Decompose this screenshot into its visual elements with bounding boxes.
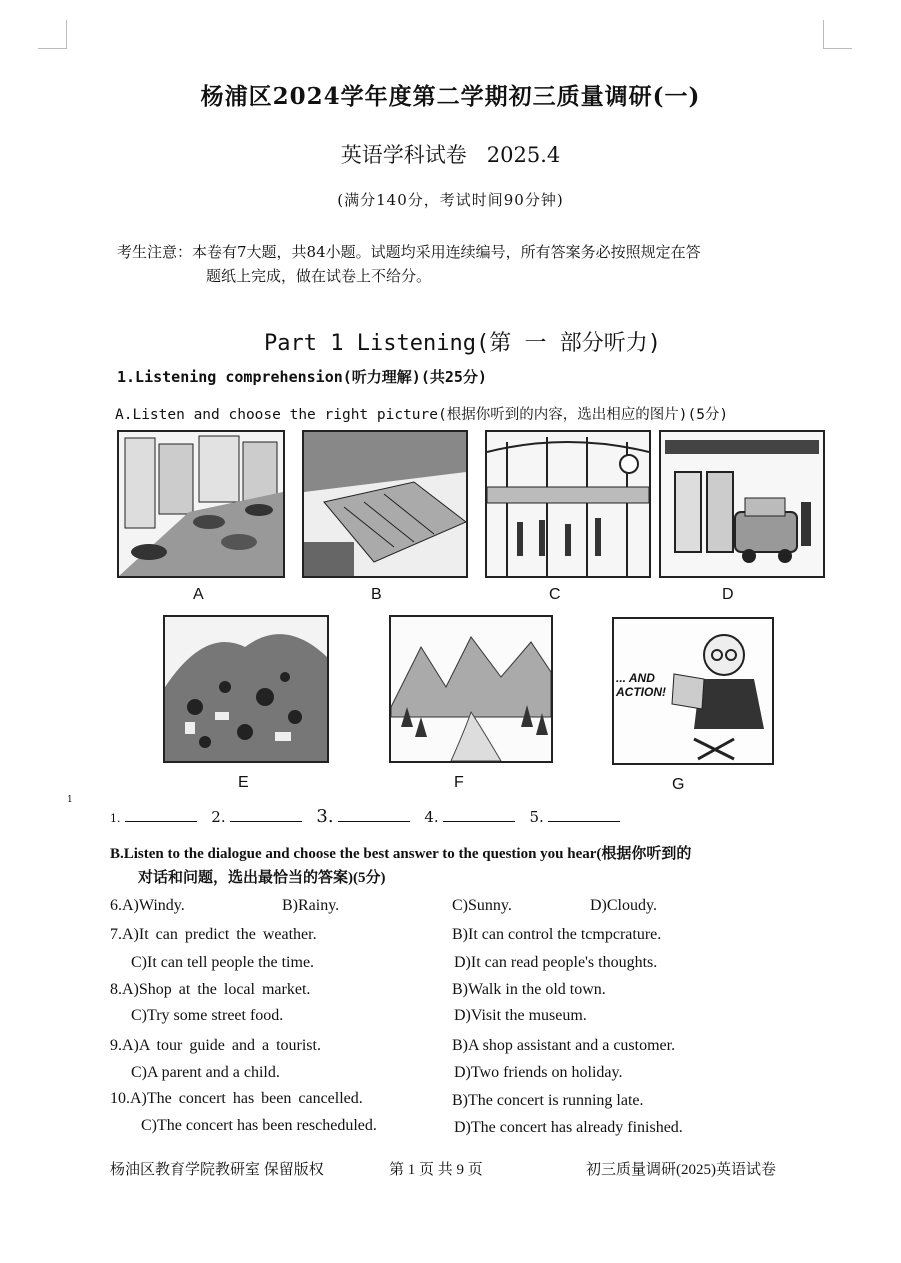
picture-g-film-director [612, 617, 774, 765]
picture-f-mountain-river [389, 615, 553, 763]
footer-exam-name: 初三质量调研(2025)英语试卷 [586, 1162, 776, 1178]
blank-label-5: 5. [529, 808, 544, 826]
q6-option-c: C)Sunny. [452, 897, 512, 914]
exam-subtitle: 英语学科试卷 2025.4 [340, 143, 561, 167]
q7-option-d: D)It can read people's thoughts. [454, 954, 658, 971]
q10-option-d: D)The concert has already finished. [454, 1119, 683, 1136]
answer-blank-1[interactable] [125, 807, 197, 822]
answer-blank-2[interactable] [230, 807, 302, 822]
full-mark-note: (满分140分，考试时间90分钟) [337, 191, 564, 209]
picture-label-b: B [371, 586, 382, 603]
q7-option-a: 7.A)It can predict the weather. [110, 926, 317, 943]
picture-c-train-station [485, 430, 651, 578]
q6-option-a: 6.A)Windy. [110, 897, 185, 914]
answer-blanks [110, 806, 630, 827]
picture-label-f: F [454, 774, 464, 791]
q10-option-c: C)The concert has been rescheduled. [141, 1117, 377, 1134]
picture-a-city-traffic [117, 430, 285, 578]
footer-page-number: 第 1 页 共 9 页 [389, 1162, 483, 1178]
answer-blank-5[interactable] [548, 807, 620, 822]
picture-label-d: D [722, 586, 734, 603]
picture-e-garbage-pile [163, 615, 329, 763]
answer-blank-3[interactable] [338, 807, 410, 822]
notice-line-1: 考生注意：本卷有7大题，共84小题。试题均采用连续编号，所有答案务必按照规定在答 [117, 243, 701, 261]
q9-option-b: B)A shop assistant and a customer. [452, 1037, 676, 1054]
picture-g-caption: ... AND ACTION! [616, 671, 666, 699]
crop-mark-top-right [823, 20, 852, 49]
footer-copyright: 杨油区教育学院教研室 保留版权 [110, 1162, 324, 1178]
blank-label-4: 4. [424, 808, 439, 826]
notice-line-2: 题纸上完成，做在试卷上不给分。 [206, 267, 432, 285]
picture-label-g: G [672, 776, 685, 793]
q6-option-b: B)Rainy. [282, 897, 340, 914]
q10-option-b: B)The concert is running late. [452, 1092, 644, 1109]
blank-label-3: 3. [316, 806, 334, 827]
section-b-title-line-2: 对话和问题，选出最恰当的答案)(5分) [138, 870, 386, 886]
section-b-title-line-1: B.Listen to the dialogue and choose the best answer to the question you hear(根据你听到的 [110, 846, 692, 862]
q7-option-c: C)It can tell people the time. [131, 954, 315, 971]
q8-option-c: C)Try some street food. [131, 1007, 284, 1024]
picture-label-e: E [238, 774, 249, 791]
q9-option-a: 9.A)A tour guide and a tourist. [110, 1037, 321, 1054]
candidate-notice [117, 240, 817, 288]
answer-blank-4[interactable] [443, 807, 515, 822]
picture-d-gas-station [659, 430, 825, 578]
crop-mark-top-left [38, 20, 67, 49]
section-a-title: A.Listen and choose the right picture(根据你听到的内容，选出相应的图片)(5分) [115, 407, 729, 423]
exam-title: 杨浦区2024学年度第二学期初三质量调研(一) [200, 83, 701, 110]
q9-option-d: D)Two friends on holiday. [454, 1064, 623, 1081]
blank-label-2: 2. [211, 808, 226, 826]
q6-option-d: D)Cloudy. [590, 897, 657, 914]
picture-label-c: C [549, 586, 561, 603]
q8-option-b: B)Walk in the old town. [452, 981, 606, 998]
blank-label-1: 1. [110, 812, 121, 825]
picture-label-a: A [193, 586, 204, 603]
picture-b-parking-lot [302, 430, 468, 578]
q9-option-c: C)A parent and a child. [131, 1064, 280, 1081]
part-1-title: Part 1 Listening(第 一 部分听力) [264, 331, 661, 356]
q7-option-b: B)It can control the tcmpcrature. [452, 926, 662, 943]
q10-option-a: 10.A)The concert has been cancelled. [110, 1090, 363, 1107]
section-1-title: 1.Listening comprehension(听力理解)(共25分) [117, 368, 487, 386]
q8-option-a: 8.A)Shop at the local market. [110, 981, 311, 998]
q8-option-d: D)Visit the museum. [454, 1007, 587, 1024]
margin-mark: 1 [67, 795, 73, 805]
section-b-title [110, 842, 691, 890]
